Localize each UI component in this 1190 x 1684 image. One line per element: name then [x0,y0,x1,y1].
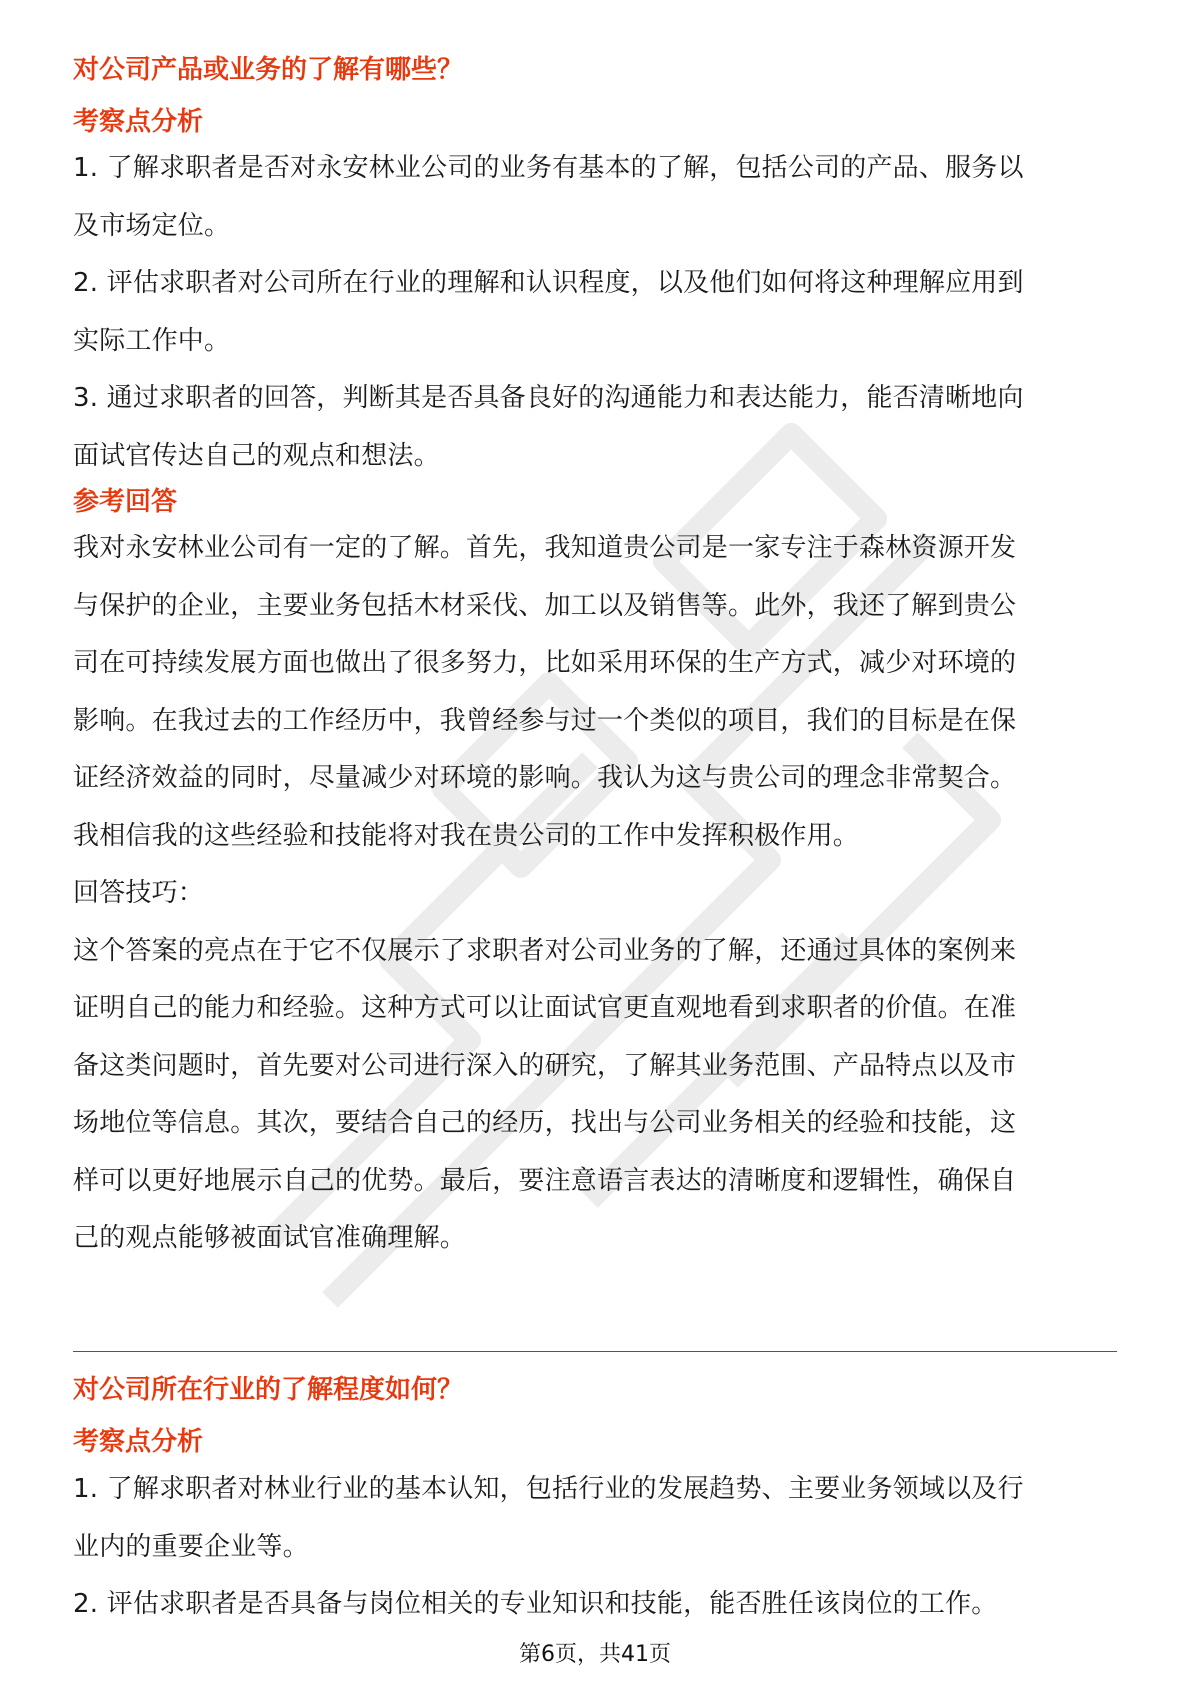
tips-label: 回答技巧： [73,878,205,908]
analysis-heading: 考察点分析 [73,1427,204,1457]
analysis-line: 实际工作中。 [73,325,231,356]
answer-line: 司在可持续发展方面也做出了很多努力，比如采用环保的生产方式，减少对环境的 [73,648,1017,678]
analysis-line: 2. 评估求职者对公司所在行业的理解和认识程度，以及他们如何将这种理解应用到 [73,268,1024,298]
tips-line: 己的观点能够被面试官准确理解。 [73,1223,467,1253]
answer-line: 我对永安林业公司有一定的了解。首先，我知道贵公司是一家专注于森林资源开发 [73,533,1017,563]
tips-line: 证明自己的能力和经验。这种方式可以让面试官更直观地看到求职者的价值。在准 [73,993,1017,1023]
page-footer: 第6页，共41页 [519,1642,671,1667]
tips-line: 样可以更好地展示自己的优势。最后，要注意语言表达的清晰度和逻辑性，确保自 [73,1165,1017,1196]
analysis-line: 1. 了解求职者是否对永安林业公司的业务有基本的了解，包括公司的产品、服务以 [73,153,1024,183]
answer-body [73,520,1117,1268]
question-title: 对公司产品或业务的了解有哪些？ [73,55,464,85]
analysis-list [73,1461,1117,1634]
tips-line: 备这类问题时，首先要对公司进行深入的研究，了解其业务范围、产品特点以及市 [73,1050,1017,1081]
answer-line: 我相信我的这些经验和技能将对我在贵公司的工作中发挥积极作用。 [73,820,860,851]
analysis-line: 3. 通过求职者的回答，判断其是否具备良好的沟通能力和表达能力，能否清晰地向 [73,383,1024,413]
analysis-line: 2. 评估求职者是否具备与岗位相关的专业知识和技能，能否胜任该岗位的工作。 [73,1589,998,1619]
analysis-heading: 考察点分析 [73,107,204,137]
answer-heading: 参考回答 [73,487,178,517]
answer-line: 影响。在我过去的工作经历中，我曾经参与过一个类似的项目，我们的目标是在保 [73,705,1017,736]
analysis-line: 业内的重要企业等。 [73,1531,309,1562]
section-divider [73,1351,1117,1352]
tips-line: 场地位等信息。其次，要结合自己的经历，找出与公司业务相关的经验和技能，这 [73,1108,1017,1138]
answer-line: 证经济效益的同时，尽量减少对环境的影响。我认为这与贵公司的理念非常契合。 [73,763,1017,793]
question-title: 对公司所在行业的了解程度如何？ [73,1375,464,1405]
analysis-line: 1. 了解求职者对林业行业的基本认知，包括行业的发展趋势、主要业务领域以及行 [73,1474,1024,1504]
answer-line: 与保护的企业，主要业务包括木材采伐、加工以及销售等。此外，我还了解到贵公 [73,590,1017,621]
analysis-line: 及市场定位。 [73,210,231,241]
tips-line: 这个答案的亮点在于它不仅展示了求职者对公司业务的了解，还通过具体的案例来 [73,935,1017,966]
analysis-line: 面试官传达自己的观点和想法。 [73,440,440,471]
analysis-list [73,140,1117,485]
